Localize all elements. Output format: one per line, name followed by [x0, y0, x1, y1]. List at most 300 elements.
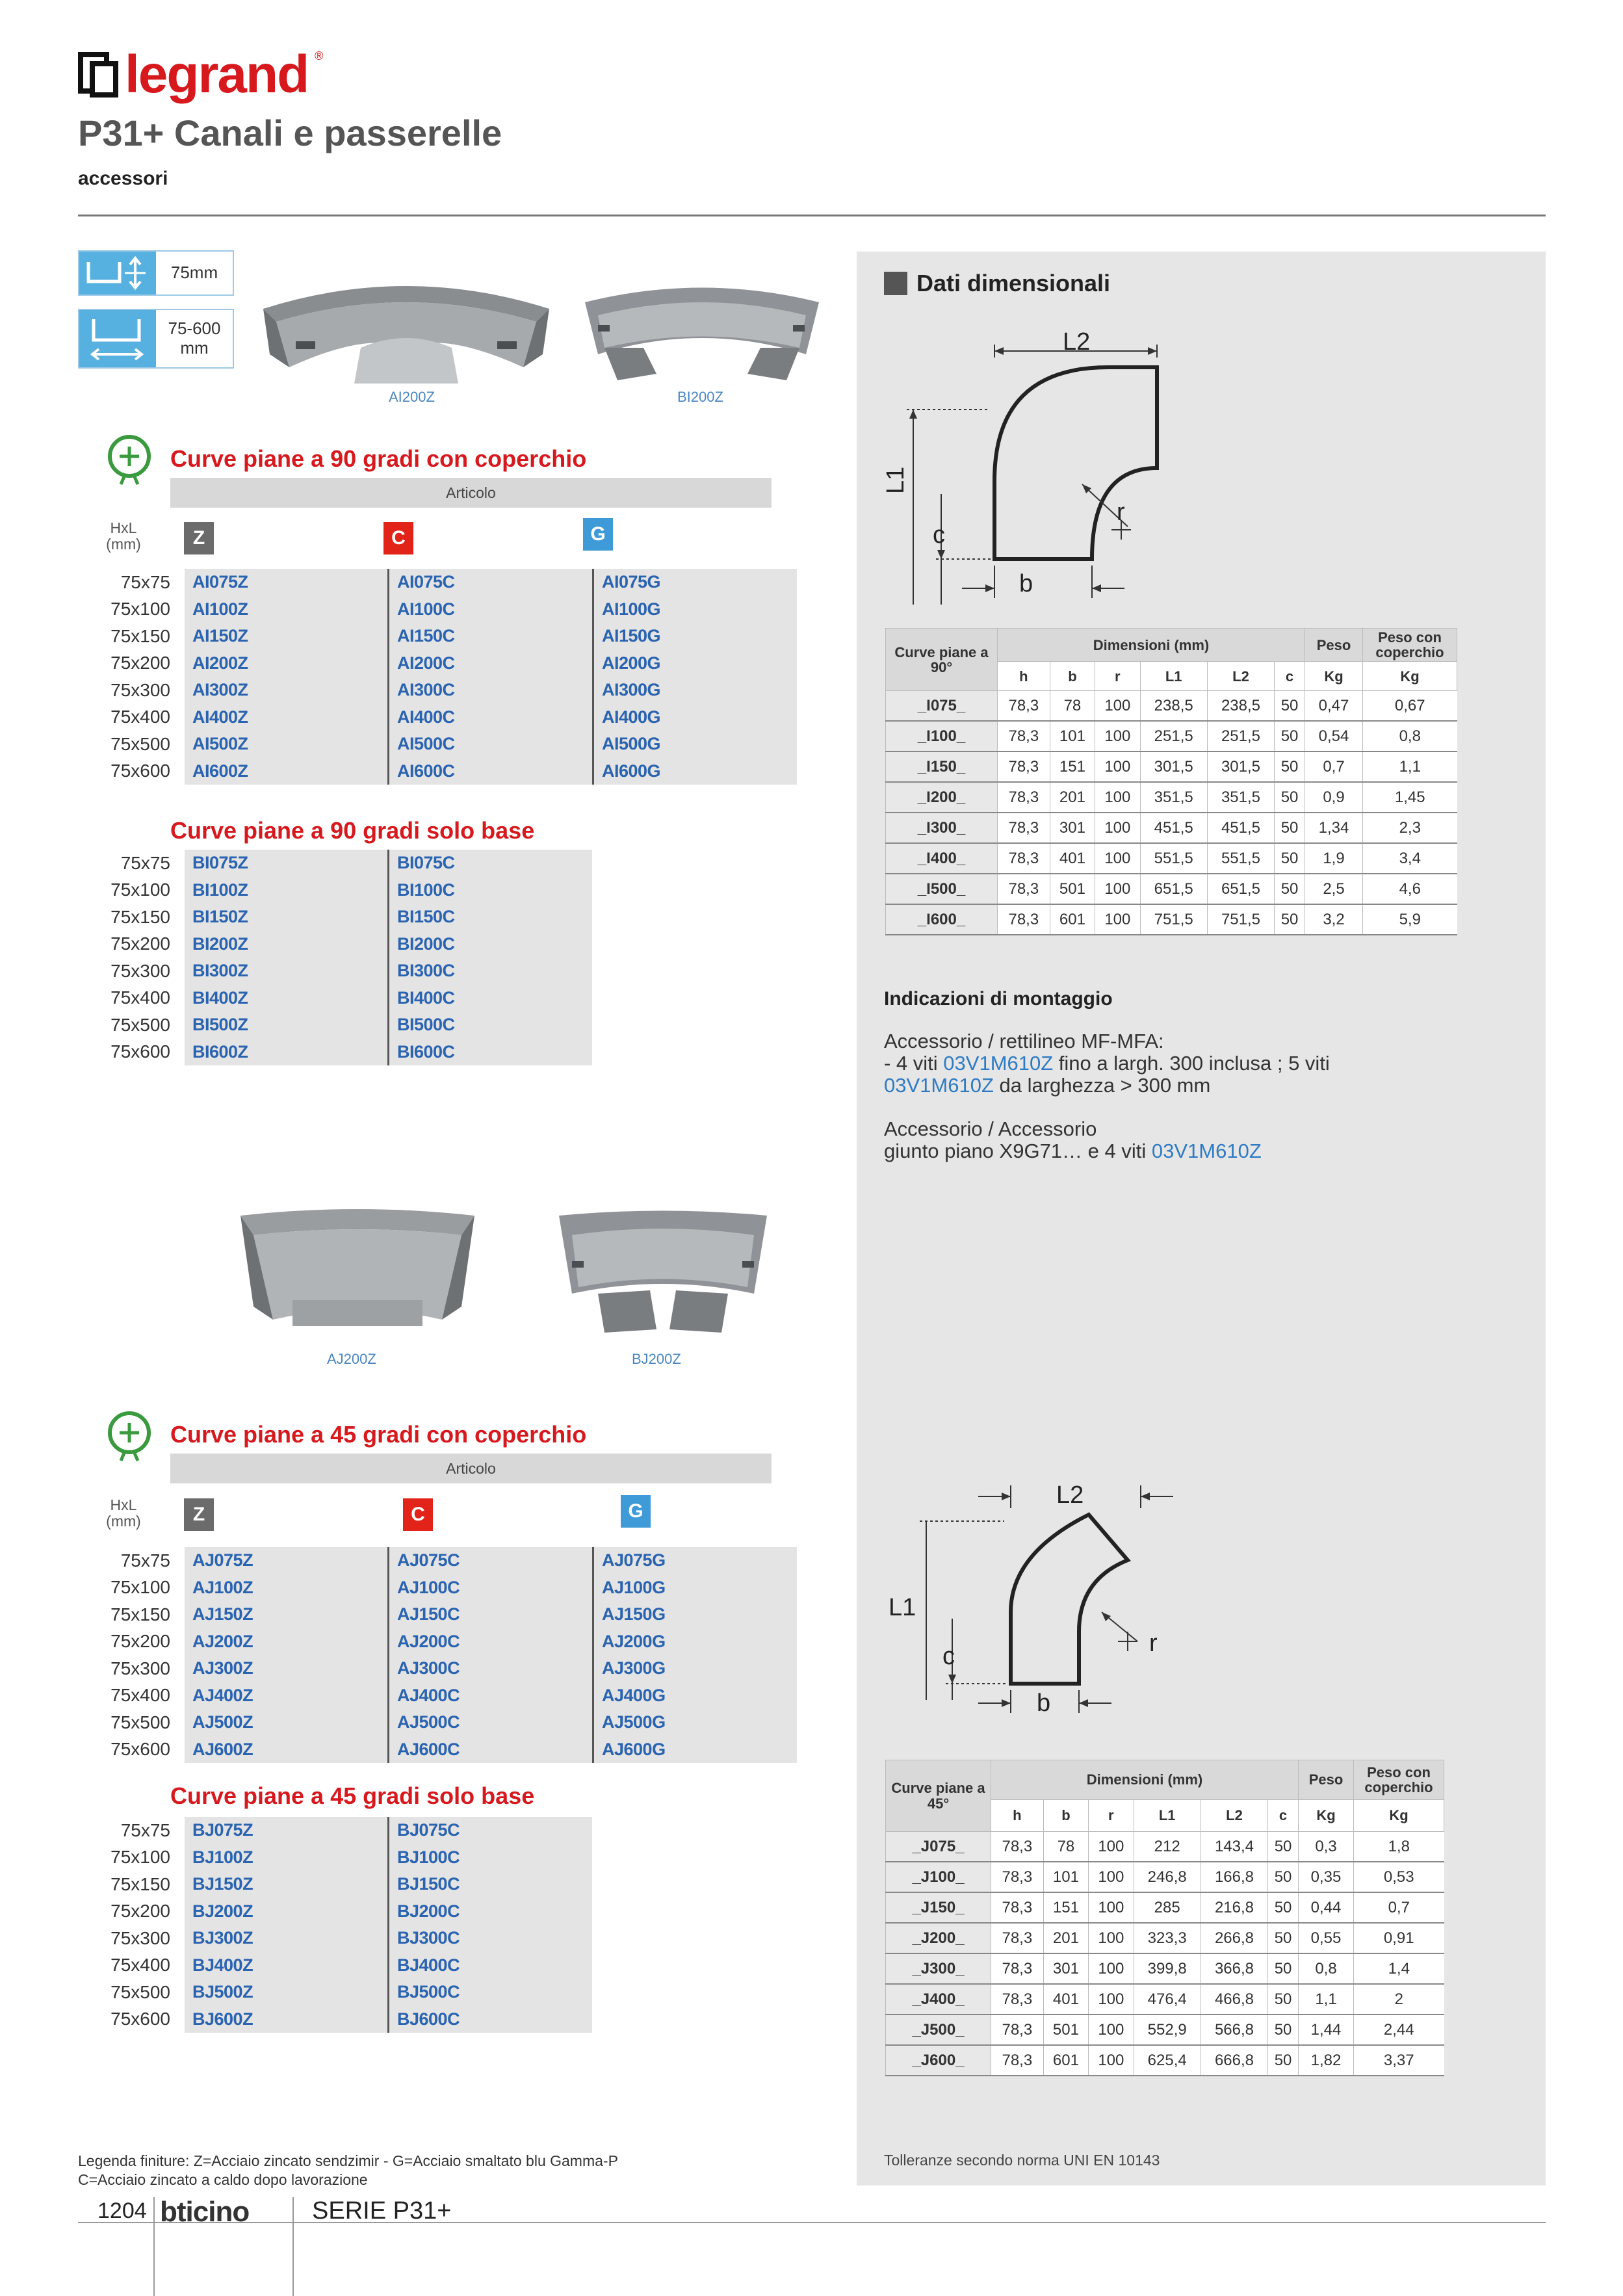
bi-section-title: Curve piane a 90 gradi solo base — [170, 817, 535, 844]
dim-code-cell: _J400_ — [886, 1984, 991, 2015]
code-cell: AI300Z — [185, 677, 389, 704]
dim-cell: 1,8 — [1354, 1832, 1444, 1862]
code-cell: AI150Z — [185, 623, 389, 650]
code-cell: AI150C — [389, 623, 593, 650]
code-cell: BI150Z — [185, 904, 389, 931]
table-row — [76, 985, 592, 1012]
dim-cell: 451,5 — [1207, 813, 1274, 843]
code-cell: AI200Z — [185, 650, 389, 677]
header-divider — [78, 215, 1546, 216]
code-cell: BI200C — [389, 931, 593, 958]
size-cell: 75x100 — [110, 880, 170, 900]
table-row — [76, 1574, 797, 1602]
dim-cell: 78,3 — [991, 1953, 1044, 1984]
dim-code-cell: _I400_ — [886, 843, 998, 874]
l2-label: L2 — [1056, 1481, 1084, 1509]
code-cell: BI150C — [389, 904, 593, 931]
dim-cell: 50 — [1268, 1862, 1299, 1892]
dim-cell: 0,7 — [1305, 751, 1363, 782]
table-row — [76, 704, 797, 731]
size-cell: 75x100 — [110, 1847, 170, 1868]
code-cell: AJ100G — [593, 1574, 798, 1602]
dim-cell: 476,4 — [1134, 1984, 1201, 2015]
finish-z-badge: Z — [184, 1498, 214, 1531]
size-cell: 75x600 — [110, 1041, 170, 1062]
dim-cell: 50 — [1268, 1832, 1299, 1862]
table-row — [886, 1984, 1444, 2015]
col-peso-header: Peso — [1305, 629, 1363, 662]
table-row — [76, 1547, 797, 1574]
code-cell: AJ200C — [389, 1628, 593, 1656]
table-row — [76, 904, 592, 931]
dim-cell: 466,8 — [1201, 1984, 1267, 2015]
table-row — [886, 782, 1457, 813]
dim-cell: 551,5 — [1140, 843, 1207, 874]
code-cell: AJ300G — [593, 1655, 798, 1682]
table-row — [886, 904, 1457, 935]
dim-cell: 0,55 — [1299, 1923, 1354, 1953]
code-cell: AJ100Z — [185, 1574, 389, 1602]
dim-cell: 50 — [1275, 813, 1305, 843]
code-cell: BI500C — [389, 1011, 593, 1039]
dim-cell: 251,5 — [1207, 721, 1274, 751]
dim-cell: 201 — [1050, 782, 1095, 813]
sub-header: r — [1095, 662, 1140, 691]
table-row — [76, 596, 797, 623]
dim-cell: 451,5 — [1140, 813, 1207, 843]
code-cell: BJ150C — [389, 1871, 593, 1898]
code-cell: BJ075Z — [185, 1817, 389, 1844]
code-cell: BJ400C — [389, 1952, 593, 1979]
dim-cell: 78,3 — [998, 843, 1050, 874]
dim-cell: 3,37 — [1354, 2045, 1444, 2076]
code-cell: AJ075Z — [185, 1547, 389, 1574]
code-cell: AI500Z — [185, 731, 389, 758]
registered-mark: ® — [315, 49, 324, 62]
dim-cell: 601 — [1043, 2045, 1088, 2076]
dim-cell: 50 — [1268, 1892, 1299, 1923]
size-cell: 75x600 — [110, 1739, 170, 1760]
table-row — [76, 650, 797, 677]
bj200z-photo — [552, 1209, 773, 1342]
table-row — [76, 2006, 592, 2033]
code-cell: BJ400Z — [185, 1952, 389, 1979]
dim-cell: 50 — [1275, 751, 1305, 782]
curve-45-diagram — [881, 1476, 1206, 1719]
dim-cell: 100 — [1089, 2015, 1134, 2045]
code-cell: BJ200Z — [185, 1898, 389, 1925]
dim-cell: 301,5 — [1207, 751, 1274, 782]
dim-cell: 1,45 — [1363, 782, 1457, 813]
dim-cell: 78 — [1043, 1832, 1088, 1862]
dim-cell: 78,3 — [998, 751, 1050, 782]
dim-cell: 301,5 — [1140, 751, 1207, 782]
code-cell: BJ500C — [389, 1979, 593, 2006]
page-title: P31+ Canali e passerelle — [78, 112, 502, 153]
dim-cell: 3,2 — [1305, 904, 1363, 935]
dim-cell: 100 — [1089, 1984, 1134, 2015]
dim-cell: 246,8 — [1134, 1862, 1201, 1892]
dim-cell: 0,9 — [1305, 782, 1363, 813]
finish-g-badge: G — [621, 1495, 651, 1528]
table-row — [886, 1832, 1444, 1862]
dim-cell: 78,3 — [998, 813, 1050, 843]
code-cell: AJ075G — [593, 1547, 798, 1574]
code-cell: AI600C — [389, 758, 593, 785]
ai-hxl-label: HxL (mm) — [106, 519, 141, 553]
aj-product-table — [76, 1547, 797, 1763]
dim-cell: 101 — [1043, 1862, 1088, 1892]
bi-product-table — [76, 850, 592, 1065]
dim-code-cell: _I600_ — [886, 904, 998, 935]
table-row — [886, 1862, 1444, 1892]
dim-cell: 651,5 — [1140, 874, 1207, 904]
code-cell: AI100Z — [185, 596, 389, 623]
dim-cell: 1,34 — [1305, 813, 1363, 843]
code-cell: AJ500C — [389, 1709, 593, 1736]
size-cell: 75x500 — [110, 1981, 170, 2002]
size-cell: 75x100 — [110, 1577, 170, 1598]
size-cell: 75x300 — [110, 1658, 170, 1678]
dim-cell: 50 — [1268, 1984, 1299, 2015]
size-cell: 75x75 — [120, 1550, 170, 1571]
dim-cell: 100 — [1095, 782, 1140, 813]
dim-cell: 751,5 — [1207, 904, 1274, 935]
size-cell: 75x400 — [110, 1685, 170, 1706]
table-row — [76, 1817, 592, 1844]
table-row — [76, 1601, 797, 1628]
l2-label: L2 — [1063, 332, 1091, 356]
code-cell: BJ150Z — [185, 1871, 389, 1898]
table-row — [76, 1011, 592, 1039]
size-cell: 75x400 — [110, 707, 170, 727]
code-cell: AI100C — [389, 596, 593, 623]
code-cell: AJ150Z — [185, 1601, 389, 1628]
legend-line: Legenda finiture: Z=Acciaio zincato sendzimir - G=Acciaio smaltato blu Gamma-P — [78, 2152, 618, 2169]
aj200z-photo — [234, 1209, 481, 1342]
dim-cell: 216,8 — [1201, 1892, 1267, 1923]
dim-cell: 100 — [1089, 1953, 1134, 1984]
dim-cell: 50 — [1268, 2015, 1299, 2045]
code-cell: BI100Z — [185, 877, 389, 904]
dim-cell: 78 — [1050, 691, 1095, 722]
dim-cell: 3,4 — [1363, 843, 1457, 874]
code-cell: AJ600Z — [185, 1736, 389, 1764]
sub-header: c — [1275, 662, 1305, 691]
finish-c-badge: C — [383, 522, 413, 554]
dim-cell: 0,47 — [1305, 691, 1363, 722]
sub-header: Kg — [1305, 662, 1363, 691]
table-row — [76, 1709, 797, 1736]
table-row — [76, 1871, 592, 1898]
size-cell: 75x75 — [120, 571, 170, 592]
dim-code-cell: _I100_ — [886, 721, 998, 751]
size-cell: 75x500 — [110, 733, 170, 754]
dim-cell: 351,5 — [1207, 782, 1274, 813]
dim-cell: 0,35 — [1299, 1862, 1354, 1892]
legrand-mark-icon — [78, 52, 118, 98]
dim-cell: 251,5 — [1140, 721, 1207, 751]
dim-cell: 666,8 — [1201, 2045, 1267, 2076]
code-cell: BI400C — [389, 985, 593, 1012]
dim-cell: 0,54 — [1305, 721, 1363, 751]
ai-articolo-bar: Articolo — [170, 478, 772, 508]
code-cell: AJ100C — [389, 1574, 593, 1602]
table-row — [886, 2015, 1444, 2045]
sub-header: h — [998, 662, 1050, 691]
size-cell: 75x200 — [110, 1631, 170, 1652]
code-cell: AJ400G — [593, 1682, 798, 1710]
dim-code-cell: _I300_ — [886, 813, 998, 843]
code-cell: AI150G — [593, 623, 798, 650]
dim-cell: 78,3 — [998, 721, 1050, 751]
code-cell: BI075Z — [185, 850, 389, 877]
aj200z-caption: AJ200Z — [327, 1351, 376, 1367]
aj-hxl-label: HxL (mm) — [106, 1496, 141, 1530]
code-cell: AI075G — [593, 569, 798, 596]
dim-cell: 501 — [1043, 2015, 1088, 2045]
width-spec-value: 75-600 mm — [168, 319, 221, 358]
table-row — [76, 1039, 592, 1066]
table-row — [886, 721, 1457, 751]
table-row — [76, 850, 592, 877]
dim-cell: 0,8 — [1363, 721, 1457, 751]
dim-cell: 78,3 — [991, 2045, 1044, 2076]
table-row — [76, 931, 592, 958]
dim-code-cell: _J075_ — [886, 1832, 991, 1862]
dim-cell: 0,3 — [1299, 1832, 1354, 1862]
code-cell: AJ150C — [389, 1601, 593, 1628]
dim-cell: 100 — [1095, 904, 1140, 935]
dim-cell: 1,4 — [1354, 1953, 1444, 1984]
code-cell: AI075Z — [185, 569, 389, 596]
height-icon — [79, 252, 156, 294]
dim-cell: 0,67 — [1363, 691, 1457, 722]
code-cell: AJ200Z — [185, 1628, 389, 1656]
finish-c-badge: C — [403, 1498, 433, 1531]
finish-g-badge: G — [583, 518, 613, 551]
table-row — [886, 813, 1457, 843]
dim-cell: 323,3 — [1134, 1923, 1201, 1953]
table-row — [886, 1923, 1444, 1953]
dim-cell: 50 — [1268, 1923, 1299, 1953]
code-cell: AI200C — [389, 650, 593, 677]
dim-cell: 401 — [1050, 843, 1095, 874]
col-peso-header: Peso — [1299, 1760, 1354, 1800]
dim-cell: 2,3 — [1363, 813, 1457, 843]
dim-cell: 285 — [1134, 1892, 1201, 1923]
dim-cell: 78,3 — [991, 1832, 1044, 1862]
sub-header: r — [1089, 1800, 1134, 1832]
table-row — [76, 569, 797, 596]
tolerance-note: Tolleranze secondo norma UNI EN 10143 — [884, 2152, 1160, 2169]
dim-cell: 1,9 — [1305, 843, 1363, 874]
dim-cell: 50 — [1268, 2045, 1299, 2076]
dimensions-table-45 — [885, 1760, 1444, 2076]
code-cell: AJ600G — [593, 1736, 798, 1764]
code-cell: BJ300Z — [185, 1925, 389, 1952]
l1-label: L1 — [882, 466, 909, 494]
b-label: b — [1019, 570, 1033, 597]
dim-cell: 78,3 — [991, 2015, 1044, 2045]
dim-cell: 751,5 — [1140, 904, 1207, 935]
sub-header: L1 — [1134, 1800, 1201, 1832]
table-row — [76, 1952, 592, 1979]
montaggio-line: Accessorio / rettilineo MF-MFA: — [884, 1030, 1164, 1052]
code-cell: AJ400C — [389, 1682, 593, 1710]
quality-mark-icon — [105, 432, 153, 489]
dim-cell: 100 — [1095, 843, 1140, 874]
code-cell: BJ500Z — [185, 1979, 389, 2006]
dim-cell: 78,3 — [991, 1923, 1044, 1953]
table-row — [886, 2045, 1444, 2076]
dim-cell: 0,44 — [1299, 1892, 1354, 1923]
code-cell: BI300C — [389, 958, 593, 985]
table-row — [76, 731, 797, 758]
square-bullet-icon — [884, 272, 907, 295]
dim-cell: 625,4 — [1134, 2045, 1201, 2076]
dati-title-text: Dati dimensionali — [916, 270, 1111, 296]
dim-cell: 351,5 — [1140, 782, 1207, 813]
code-cell: BI100C — [389, 877, 593, 904]
dim-cell: 2,5 — [1305, 874, 1363, 904]
table-row — [76, 1844, 592, 1872]
size-cell: 75x150 — [110, 906, 170, 927]
table-row — [76, 1925, 592, 1952]
table-row — [76, 1628, 797, 1656]
montaggio-paragraph-1 — [884, 1030, 1330, 1097]
dim-cell: 50 — [1268, 1953, 1299, 1984]
dimensions-table-90 — [885, 628, 1457, 935]
code-cell: BI500Z — [185, 1011, 389, 1039]
code-cell: AI075C — [389, 569, 593, 596]
code-cell: AJ500Z — [185, 1709, 389, 1736]
code-cell: AI300G — [593, 677, 798, 704]
bj-section-title: Curve piane a 45 gradi solo base — [170, 1782, 535, 1809]
ai200z-photo — [250, 270, 562, 393]
size-cell: 75x200 — [110, 933, 170, 954]
screw-code: 03V1M610Z — [884, 1074, 994, 1097]
sub-header: b — [1043, 1800, 1088, 1832]
col-curve-header: Curve piane a 45° — [886, 1760, 991, 1832]
size-cell: 75x150 — [110, 1873, 170, 1894]
dim-cell: 266,8 — [1201, 1923, 1267, 1953]
bj-product-table — [76, 1817, 592, 2033]
dim-cell: 50 — [1275, 782, 1305, 813]
ai200z-caption: AI200Z — [389, 389, 435, 405]
dim-cell: 50 — [1275, 843, 1305, 874]
finish-z-badge: Z — [184, 522, 214, 554]
table-row — [76, 1979, 592, 2006]
dim-cell: 78,3 — [998, 874, 1050, 904]
dim-cell: 1,82 — [1299, 2045, 1354, 2076]
dim-cell: 151 — [1043, 1892, 1088, 1923]
code-cell: BJ100C — [389, 1844, 593, 1872]
code-cell: BJ600Z — [185, 2006, 389, 2033]
height-spec-value: 75mm — [170, 263, 218, 283]
bticino-logo: bticino — [160, 2196, 250, 2228]
dim-cell: 0,53 — [1354, 1862, 1444, 1892]
code-cell: BJ600C — [389, 2006, 593, 2033]
dim-cell: 366,8 — [1201, 1953, 1267, 1984]
bi200z-caption: BI200Z — [677, 389, 723, 405]
sub-header: Kg — [1363, 662, 1457, 691]
size-cell: 75x150 — [110, 1604, 170, 1624]
code-cell: BI300Z — [185, 958, 389, 985]
dim-cell: 399,8 — [1134, 1953, 1201, 1984]
size-cell: 75x300 — [110, 679, 170, 700]
table-row — [886, 1953, 1444, 1984]
dim-cell: 78,3 — [991, 1984, 1044, 2015]
montaggio-paragraph-2 — [884, 1118, 1262, 1162]
table-row — [886, 1892, 1444, 1923]
dim-code-cell: _I500_ — [886, 874, 998, 904]
col-dimensioni-header: Dimensioni (mm) — [998, 629, 1305, 662]
size-cell: 75x200 — [110, 1901, 170, 1922]
montaggio-title: Indicazioni di montaggio — [884, 988, 1113, 1010]
code-cell: AI400C — [389, 704, 593, 731]
sub-header: Kg — [1354, 1800, 1444, 1832]
col-peso-cop-header: Peso con coperchio — [1363, 629, 1457, 662]
dim-cell: 5,9 — [1363, 904, 1457, 935]
dim-cell: 78,3 — [991, 1892, 1044, 1923]
code-cell: BJ075C — [389, 1817, 593, 1844]
code-cell: BI600C — [389, 1039, 593, 1066]
size-cell: 75x300 — [110, 960, 170, 981]
dim-code-cell: _J150_ — [886, 1892, 991, 1923]
code-cell: AI100G — [593, 596, 798, 623]
table-row — [886, 751, 1457, 782]
size-cell: 75x400 — [110, 1955, 170, 1976]
code-cell: AI400G — [593, 704, 798, 731]
code-cell: BI600Z — [185, 1039, 389, 1066]
finish-legend — [78, 2152, 618, 2189]
b-label: b — [1037, 1689, 1051, 1716]
curve-90-diagram — [871, 332, 1196, 614]
dim-cell: 166,8 — [1201, 1862, 1267, 1892]
legrand-logo — [78, 46, 323, 104]
dim-cell: 78,3 — [998, 782, 1050, 813]
dim-cell: 100 — [1089, 1832, 1134, 1862]
code-cell: AJ400Z — [185, 1682, 389, 1710]
dim-cell: 100 — [1089, 1923, 1134, 1953]
dim-cell: 78,3 — [991, 1862, 1044, 1892]
size-cell: 75x75 — [120, 852, 170, 873]
width-icon — [79, 310, 156, 367]
sub-header: L2 — [1207, 662, 1274, 691]
dim-cell: 143,4 — [1201, 1832, 1267, 1862]
ai-section-title: Curve piane a 90 gradi con coperchio — [170, 445, 587, 472]
size-cell: 75x600 — [110, 761, 170, 781]
bi200z-photo — [578, 276, 825, 387]
sub-header: L2 — [1201, 1800, 1267, 1832]
dim-cell: 0,91 — [1354, 1923, 1444, 1953]
dim-cell: 78,3 — [998, 904, 1050, 935]
aj-articolo-bar: Articolo — [170, 1454, 772, 1483]
col-peso-cop-header: Peso con coperchio — [1354, 1760, 1444, 1800]
dim-cell: 1,1 — [1299, 1984, 1354, 2015]
code-cell: BJ300C — [389, 1925, 593, 1952]
code-cell: AJ300Z — [185, 1655, 389, 1682]
dim-cell: 101 — [1050, 721, 1095, 751]
table-row — [76, 1898, 592, 1925]
dim-cell: 100 — [1095, 813, 1140, 843]
size-cell: 75x600 — [110, 2009, 170, 2029]
ai-product-table — [76, 569, 797, 785]
dim-code-cell: _J600_ — [886, 2045, 991, 2076]
table-row — [886, 691, 1457, 722]
montaggio-line: 03V1M610Z da larghezza > 300 mm — [884, 1074, 1211, 1097]
